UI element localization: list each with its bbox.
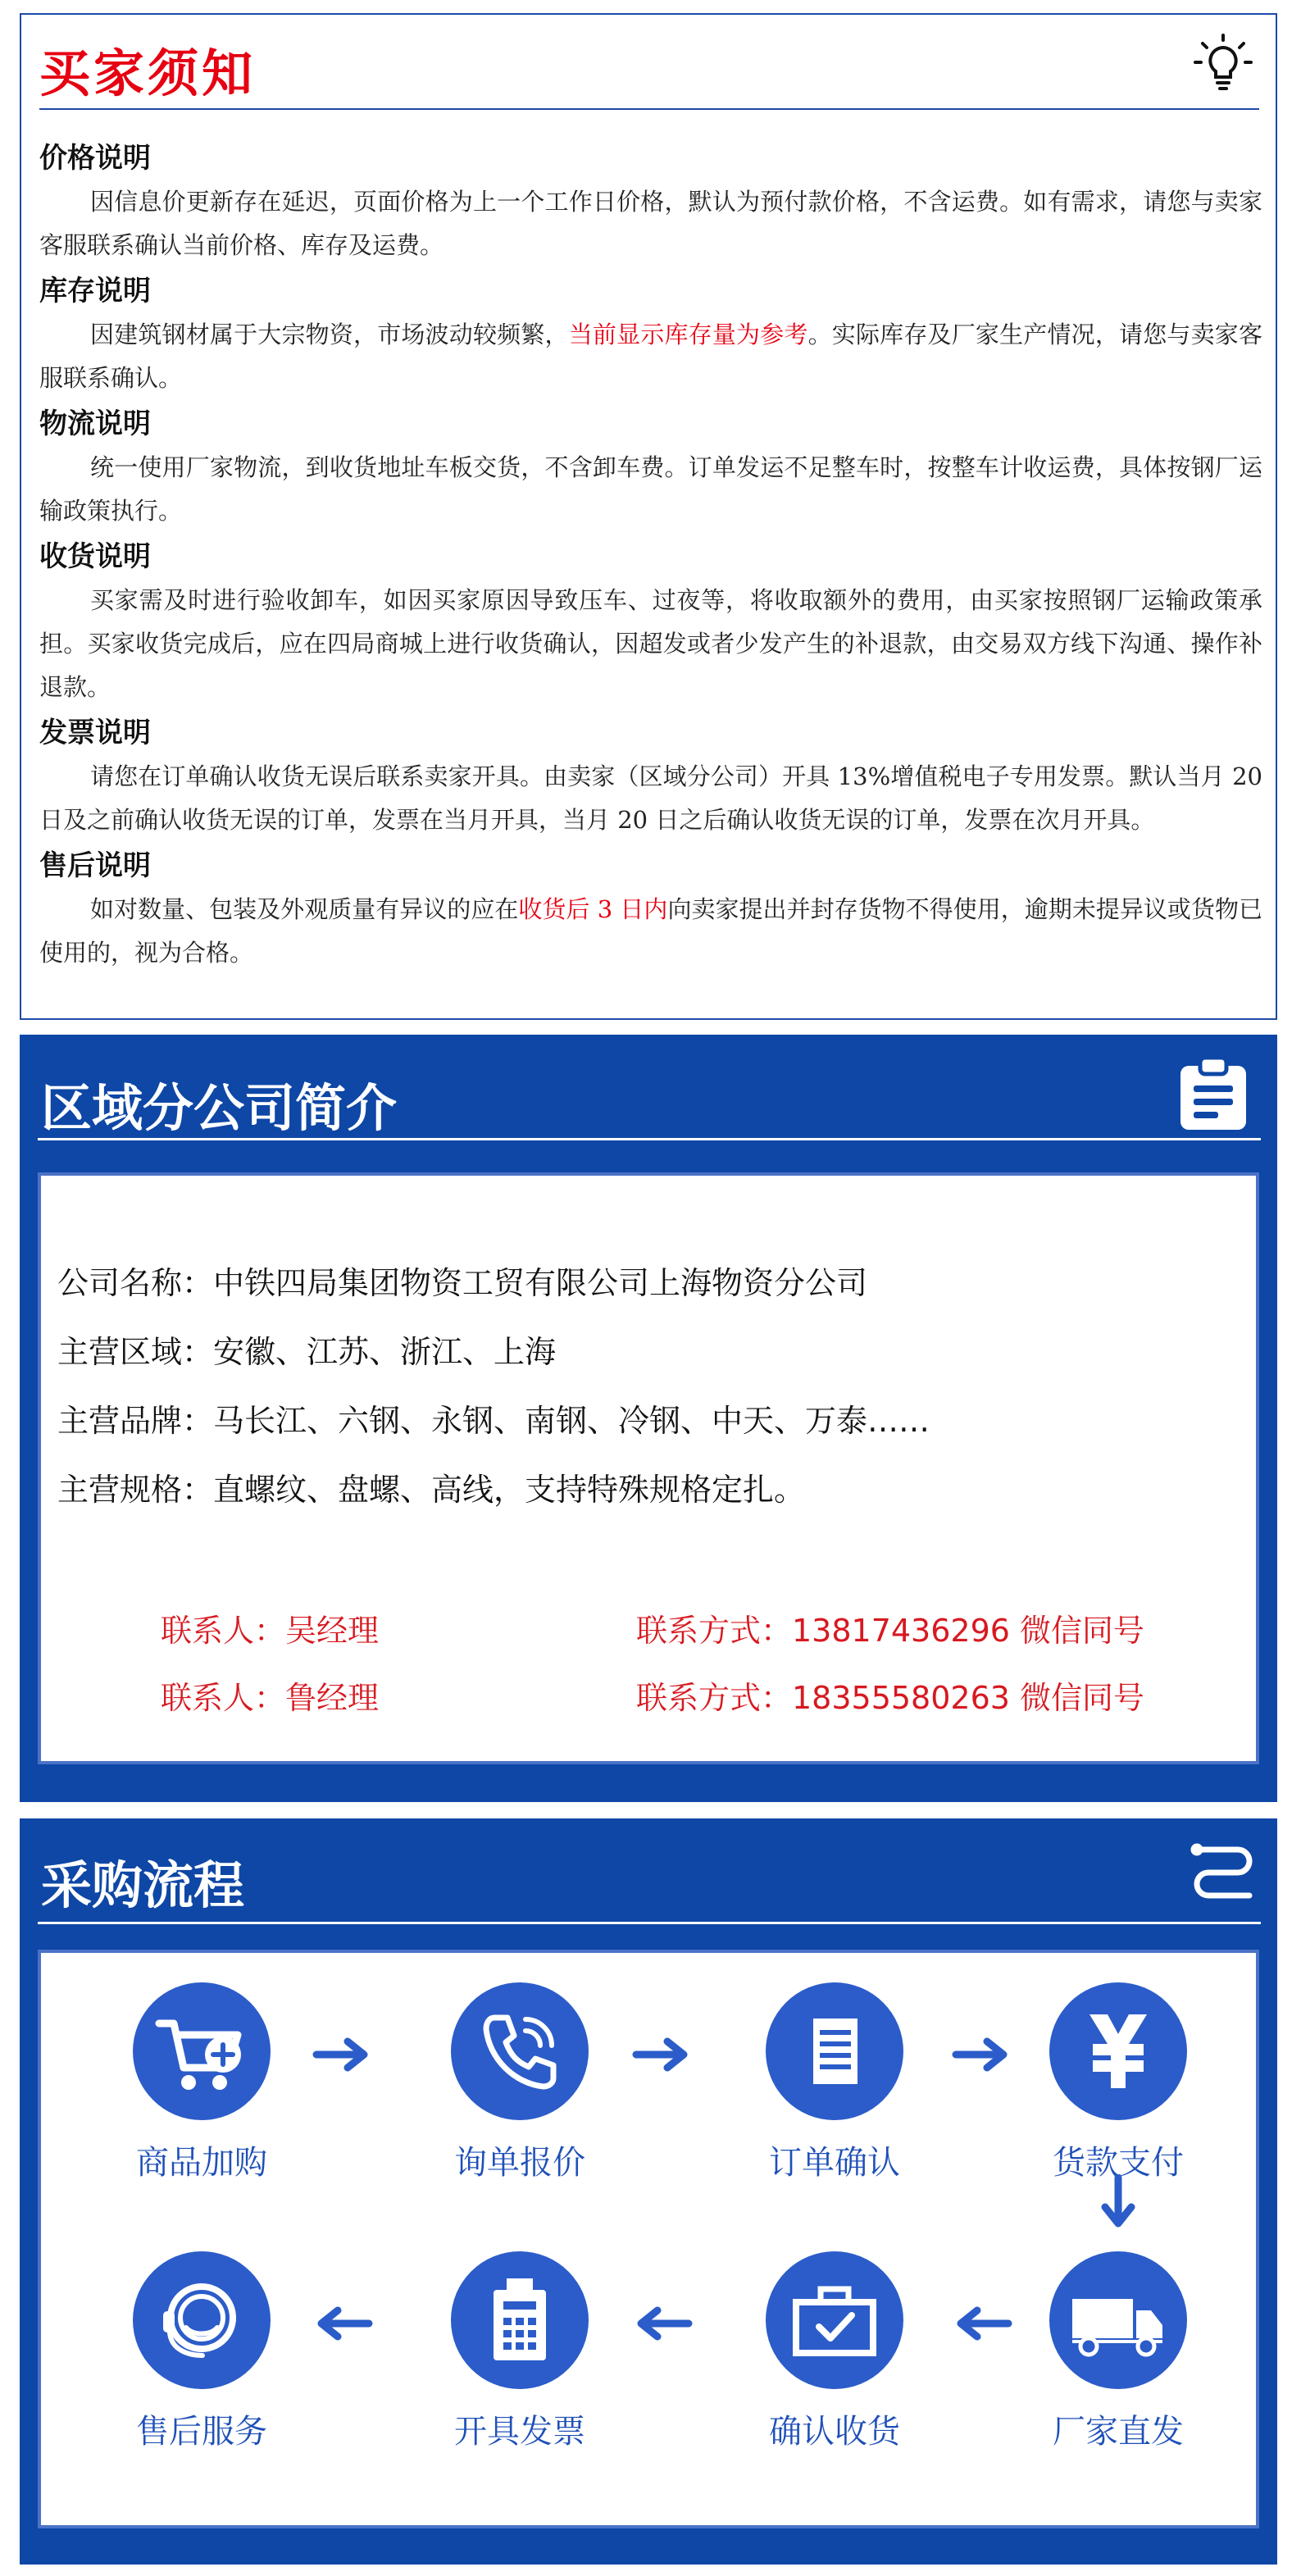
company-name: 公司名称：中铁四局集团物资工贸有限公司上海物资分公司 (57, 1265, 868, 1301)
company-intro-title: 区域分公司简介 (41, 1078, 398, 1138)
aftersales-text-before: 如对数量、包装及外观质量有异议的应在 (90, 895, 519, 923)
step-label-after-sales: 售后服务 (136, 2413, 267, 2451)
section-heading-receiving: 收货说明 (39, 540, 151, 573)
arrow-right-icon (312, 2037, 374, 2073)
clipboard-icon (1174, 1054, 1253, 1133)
company-intro-divider (38, 1138, 1261, 1140)
section-heading-price: 价格说明 (39, 142, 151, 175)
main-specs: 主营规格：直螺纹、盘螺、高线，支持特殊规格定扎。 (57, 1472, 806, 1508)
aftersales-highlight: 收货后 3 日内 (518, 895, 668, 923)
step-after-sales[interactable] (95, 2251, 308, 2452)
step-factory-shipping[interactable] (1012, 2251, 1225, 2452)
buyer-notice-panel (20, 13, 1277, 1020)
company-info-card (38, 1172, 1259, 1764)
arrow-right-icon (631, 2037, 694, 2073)
cart-icon (152, 2002, 251, 2100)
lightbulb-icon (1192, 33, 1254, 95)
company-intro-panel (20, 1035, 1277, 1802)
purchase-process-panel (20, 1818, 1277, 2565)
invoice-icon (479, 2275, 561, 2365)
document-icon (794, 2010, 876, 2092)
step-label-order-confirm: 订单确认 (769, 2144, 900, 2182)
step-label-inquiry-quote: 询单报价 (454, 2144, 585, 2182)
section-text-invoice: 请您在订单确认收货无误后联系卖家开具。由卖家（区域分公司）开具 13%增值税电子专用发票。默认当月 20 日及之前确认收货无误的订单，发票在当月开具，当月 20 日之后确认收货无误的订单，发票在次月开具。 (39, 762, 1262, 834)
yen-icon (1073, 2006, 1163, 2096)
arrow-down-icon (1100, 2174, 1136, 2232)
stock-highlight: 当前显示库存量为参考 (568, 321, 808, 348)
step-label-add-to-cart: 商品加购 (136, 2144, 267, 2182)
arrow-left-icon (312, 2305, 374, 2342)
notice-divider (39, 108, 1259, 110)
section-text-stock (39, 313, 1262, 400)
arrow-right-icon (951, 2037, 1013, 2073)
stock-text-after: 。实际库存及厂家生产情况，请您与卖家客服联系确认。 (39, 321, 1262, 392)
step-payment[interactable] (1012, 1982, 1225, 2183)
arrow-left-icon (951, 2305, 1013, 2342)
notice-body (39, 136, 1262, 976)
purchase-process-title: 采购流程 (41, 1855, 245, 1915)
section-text-logistics: 统一使用厂家物流，到收货地址车板交货，不含卸车费。订单发运不足整车时，按整车计收运费，具体按钢厂运输政策执行。 (39, 453, 1262, 525)
contact-person-1: 联系人：吴经理 (161, 1613, 380, 1649)
section-text-aftersales (39, 888, 1262, 975)
stock-text-before: 因建筑钢材属于大宗物资，市场波动较频繁， (90, 321, 569, 348)
section-heading-invoice: 发票说明 (39, 717, 151, 749)
step-order-confirm[interactable] (728, 1982, 941, 2183)
section-heading-aftersales: 售后说明 (39, 849, 151, 882)
section-heading-stock: 库存说明 (39, 275, 151, 307)
contact-phone-2[interactable]: 联系方式：18355580263 微信同号 (636, 1680, 1145, 1716)
truck-icon (1069, 2279, 1167, 2361)
flow-route-icon (1189, 1835, 1258, 1904)
step-confirm-receipt[interactable] (728, 2251, 941, 2452)
arrow-left-icon (631, 2305, 694, 2342)
step-add-to-cart[interactable] (95, 1982, 308, 2183)
headset-icon (157, 2275, 247, 2365)
main-brands: 主营品牌：马长江、六钢、永钢、南钢、冷钢、中天、万泰…… (57, 1403, 930, 1439)
section-heading-logistics: 物流说明 (39, 407, 151, 440)
phone-icon (475, 2006, 565, 2096)
aftersales-text-after: 向卖家提出并封存货物不得使用，逾期未提异议或货物已使用的，视为合格。 (39, 895, 1262, 967)
contact-phone-1[interactable]: 联系方式：13817436296 微信同号 (636, 1613, 1145, 1649)
step-label-factory-shipping: 厂家直发 (1053, 2413, 1184, 2451)
step-label-confirm-receipt: 确认收货 (769, 2413, 900, 2451)
briefcase-check-icon (789, 2279, 880, 2361)
contact-person-2: 联系人：鲁经理 (161, 1680, 380, 1716)
step-issue-invoice[interactable] (413, 2251, 626, 2452)
step-inquiry-quote[interactable] (413, 1982, 626, 2183)
process-flow-card (38, 1950, 1259, 2528)
main-region: 主营区域：安徽、江苏、浙江、上海 (57, 1334, 557, 1370)
section-text-receiving: 买家需及时进行验收卸车，如因买家原因导致压车、过夜等，将收取额外的费用，由买家按照钢厂运输政策承担。买家收货完成后，应在四局商城上进行收货确认，因超发或者少发产生的补退款，由交易双方线下沟通、操作补退款。 (39, 586, 1262, 701)
notice-title: 买家须知 (39, 43, 257, 103)
purchase-process-divider (38, 1922, 1261, 1924)
step-label-payment: 货款支付 (1053, 2144, 1184, 2182)
section-text-price: 因信息价更新存在延迟，页面价格为上一个工作日价格，默认为预付款价格，不含运费。如有需求，请您与卖家客服联系确认当前价格、库存及运费。 (39, 188, 1262, 259)
step-label-issue-invoice: 开具发票 (454, 2413, 585, 2451)
